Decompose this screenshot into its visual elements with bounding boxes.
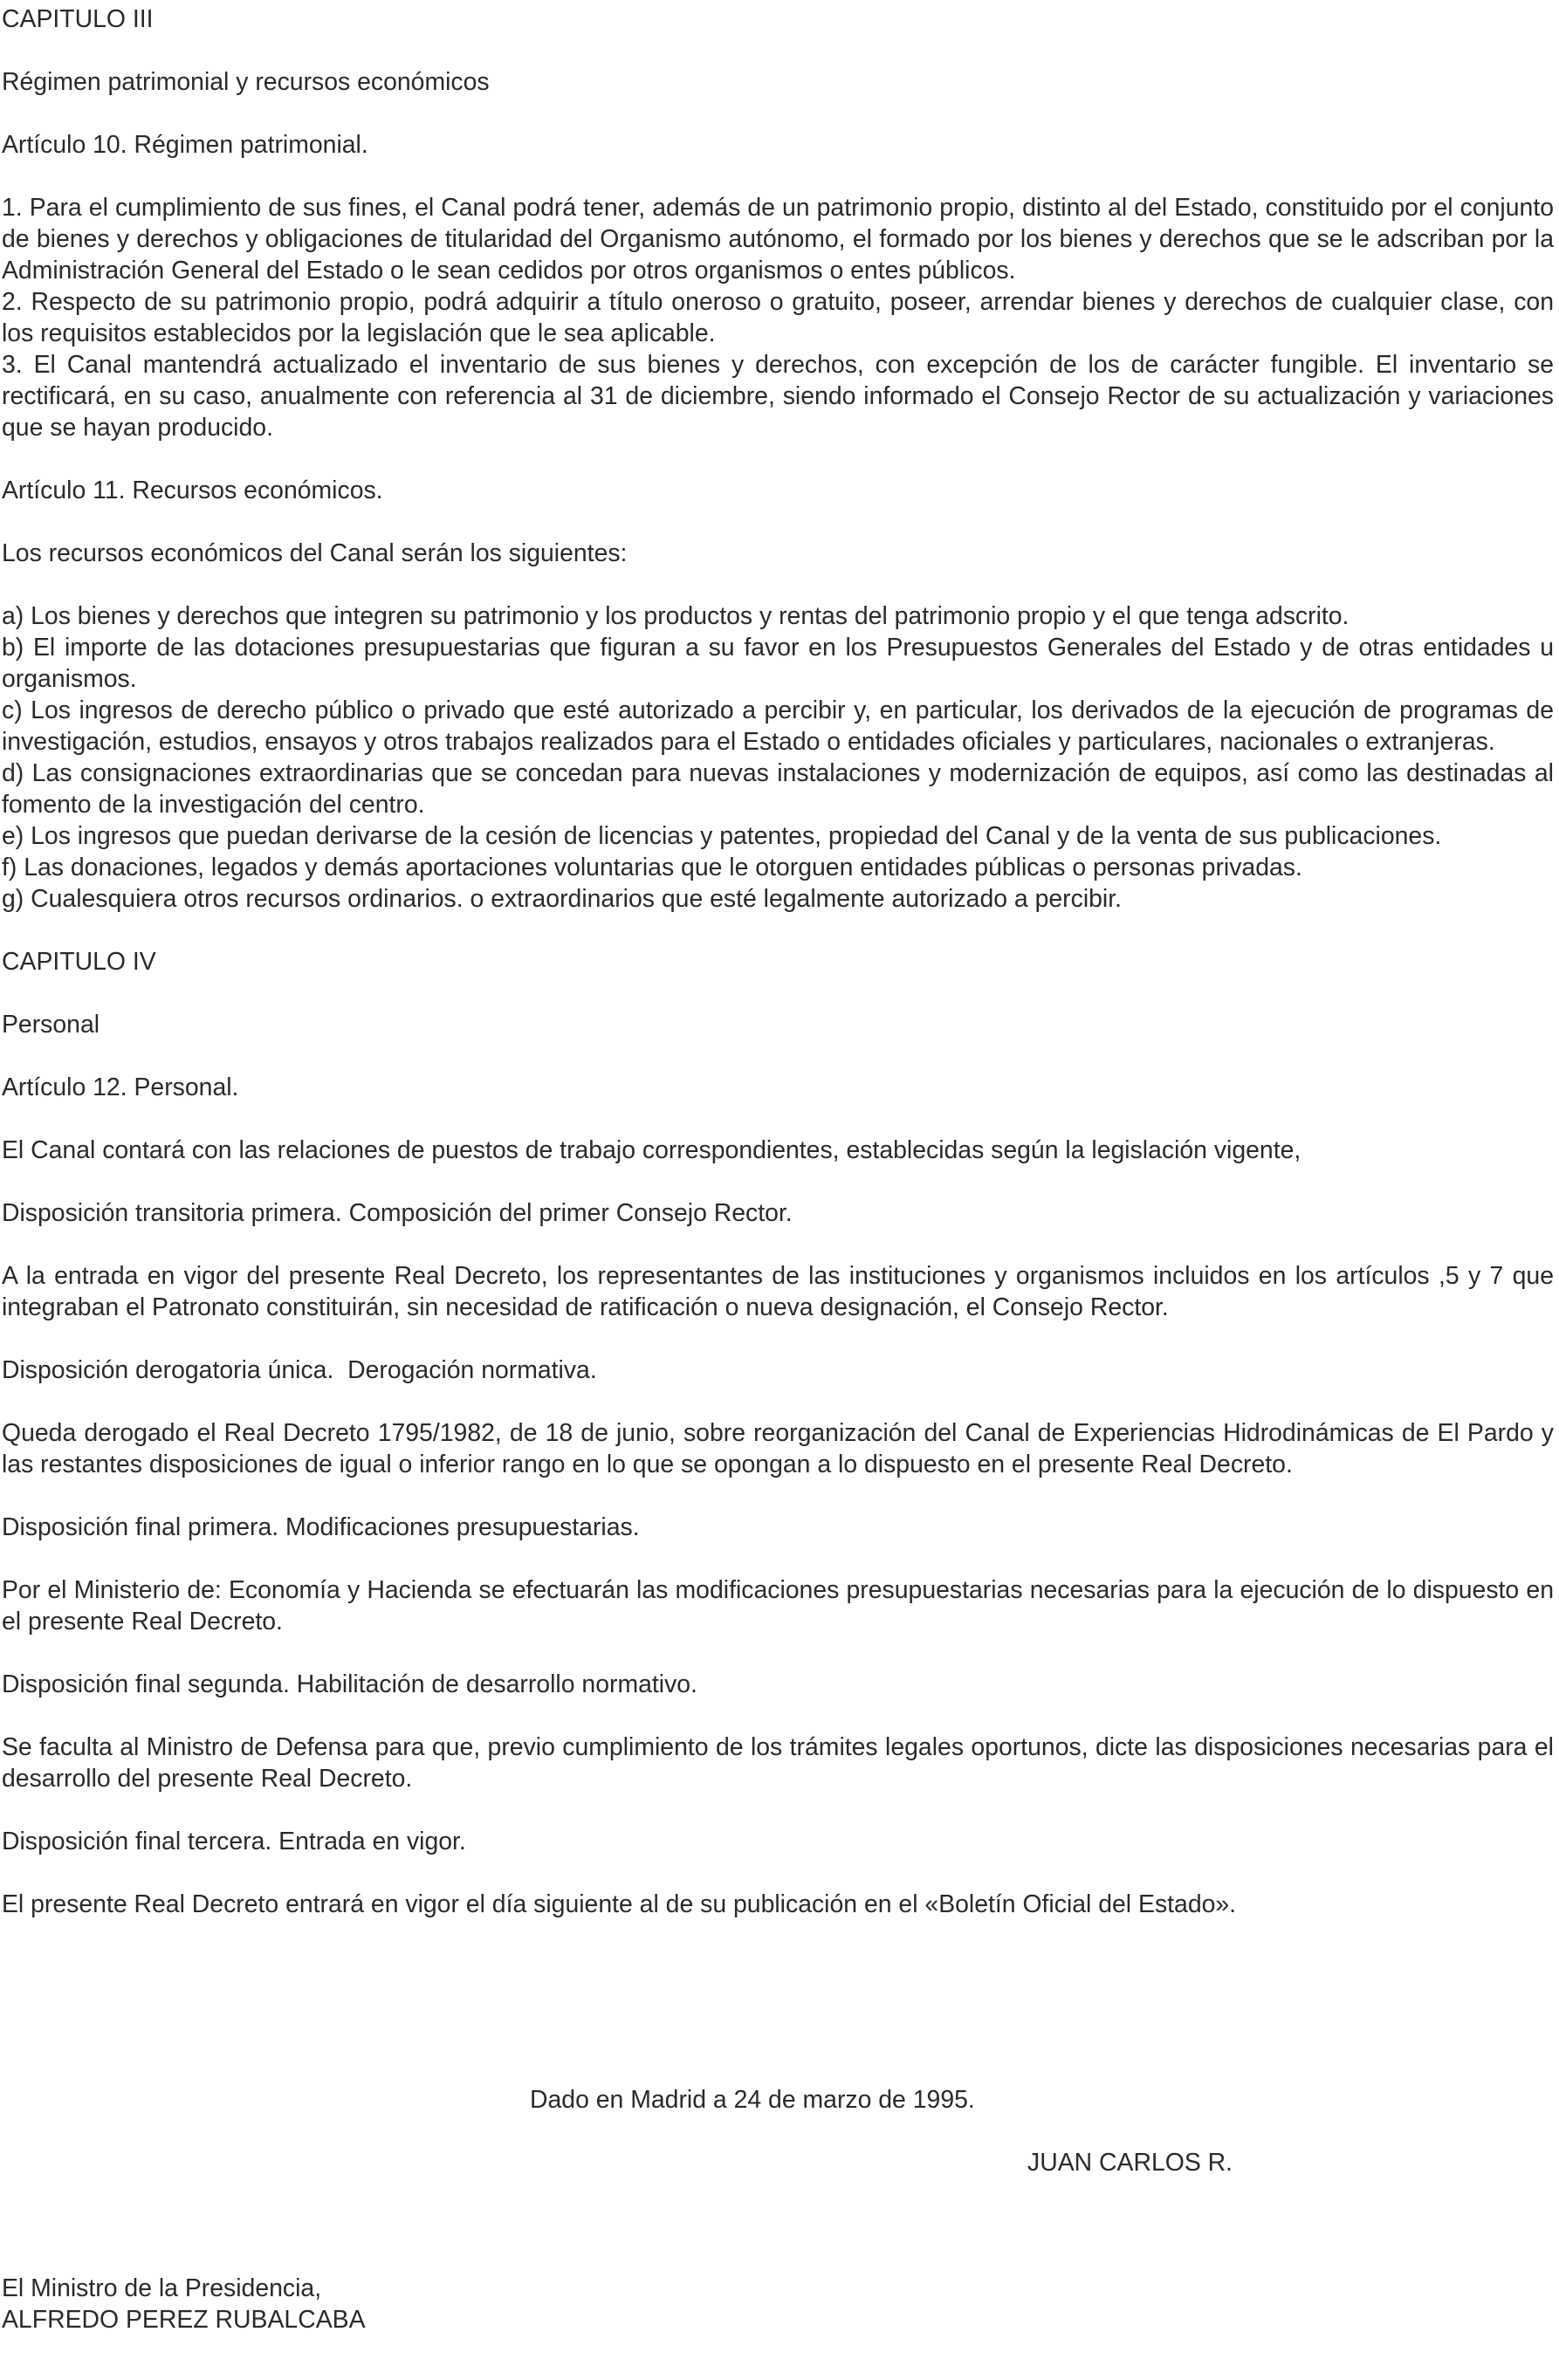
signing-date: Dado en Madrid a 24 de marzo de 1995. — [530, 2086, 975, 2114]
article-11-item-c: c) Los ingresos de derecho público o privado que esté autorizado a percibir y, en particular, los derivados de la ejecución de programas de investigación, estudios, ensayos y otros trabajos realizados para el Estado o entidades oficiales y particulares, nacionales o extranjeras. — [2, 696, 1554, 756]
article-11-intro: Los recursos económicos del Canal serán los siguientes: — [2, 539, 628, 567]
document-body — [2, 3, 1554, 1951]
article-10-paragraph-1: 1. Para el cumplimiento de sus fines, el Canal podrá tener, además de un patrimonio propio, distinto al del Estado, constituido por el conjunto de bienes y derechos y obligaciones de titularidad del Organismo autónomo, el formado por los bienes y derechos que se le adscriban por la Administración General del Estado o le sean cedidos por otros organismos o entes públicos. — [2, 194, 1554, 285]
article-12-title: Artículo 12. Personal. — [2, 1073, 239, 1101]
king-signature: JUAN CARLOS R. — [1027, 2149, 1233, 2177]
final-1-title: Disposición final primera. Modificaciones presupuestarias. — [2, 1513, 640, 1541]
final-3-text: El presente Real Decreto entrará en vigor el día siguiente al de su publicación en el «Boletín Oficial del Estado». — [2, 1890, 1237, 1918]
transitoria-text: A la entrada en vigor del presente Real Decreto, los representantes de las instituciones y organismos incluidos en los artículos ,5 y 7 que integraban el Patronato constituirán, sin necesidad de ratificación o nueva designación, el Consejo Rector. — [2, 1262, 1554, 1321]
final-2-title: Disposición final segunda. Habilitación de desarrollo normativo. — [2, 1670, 697, 1698]
chapter-4-subtitle: Personal — [2, 1011, 100, 1039]
minister-name: ALFREDO PEREZ RUBALCABA — [2, 2306, 366, 2334]
article-11-title: Artículo 11. Recursos económicos. — [2, 477, 383, 504]
article-10-paragraph-2: 2. Respecto de su patrimonio propio, podrá adquirir a título oneroso o gratuito, poseer, arrendar bienes y derechos de cualquier clase, con los requisitos establecidos por la legislación que le sea aplicable. — [2, 288, 1554, 347]
article-11-item-g: g) Cualesquiera otros recursos ordinarios. o extraordinarios que esté legalmente autorizado a percibir. — [2, 885, 1122, 913]
minister-role: El Ministro de la Presidencia, — [2, 2274, 322, 2302]
minister-signature-block — [2, 2273, 366, 2335]
final-1-text: Por el Ministerio de: Economía y Hacienda se efectuarán las modificaciones presupuestarias necesarias para la ejecución de lo dispuesto en el presente Real Decreto. — [2, 1576, 1554, 1636]
article-11-item-d: d) Las consignaciones extraordinarias que se concedan para nuevas instalaciones y modernización de equipos, así como las destinadas al fomento de la investigación del centro. — [2, 759, 1554, 819]
article-11-item-b: b) El importe de las dotaciones presupuestarias que figuran a su favor en los Presupuestos Generales del Estado y de otras entidades u organismos. — [2, 634, 1554, 693]
chapter-3-subtitle: Régimen patrimonial y recursos económicos — [2, 68, 490, 96]
article-10-paragraph-3: 3. El Canal mantendrá actualizado el inventario de sus bienes y derechos, con excepción de los de carácter fungible. El inventario se rectificará, en su caso, anualmente con referencia al 31 de diciembre, siendo informado el Consejo Rector de su actualización y variaciones que se hayan producido. — [2, 351, 1554, 442]
final-3-title: Disposición final tercera. Entrada en vigor. — [2, 1828, 466, 1855]
chapter-3-title: CAPITULO III — [2, 5, 154, 33]
transitoria-title: Disposición transitoria primera. Composición del primer Consejo Rector. — [2, 1199, 793, 1227]
derogatoria-title: Disposición derogatoria única. Derogación normativa. — [2, 1356, 597, 1384]
chapter-4-title: CAPITULO IV — [2, 948, 156, 976]
article-11-item-a: a) Los bienes y derechos que integren su patrimonio y los productos y rentas del patrimonio propio y el que tenga adscrito. — [2, 602, 1350, 630]
article-11-item-e: e) Los ingresos que puedan derivarse de la cesión de licencias y patentes, propiedad del Canal y de la venta de sus publicaciones. — [2, 822, 1442, 850]
derogatoria-text: Queda derogado el Real Decreto 1795/1982, de 18 de junio, sobre reorganización del Canal de Experiencias Hidrodinámicas de El Pardo y las restantes disposiciones de igual o inferior rango en lo que se opongan a lo dispuesto en el presente Real Decreto. — [2, 1419, 1554, 1478]
article-10-title: Artículo 10. Régimen patrimonial. — [2, 131, 368, 159]
article-12-text: El Canal contará con las relaciones de puestos de trabajo correspondientes, establecidas según la legislación vigente, — [2, 1136, 1301, 1164]
final-2-text: Se faculta al Ministro de Defensa para que, previo cumplimiento de los trámites legales oportunos, dicte las disposiciones necesarias para el desarrollo del presente Real Decreto. — [2, 1733, 1554, 1793]
article-11-item-f: f) Las donaciones, legados y demás aportaciones voluntarias que le otorguen entidades públicas o personas privadas. — [2, 854, 1302, 881]
